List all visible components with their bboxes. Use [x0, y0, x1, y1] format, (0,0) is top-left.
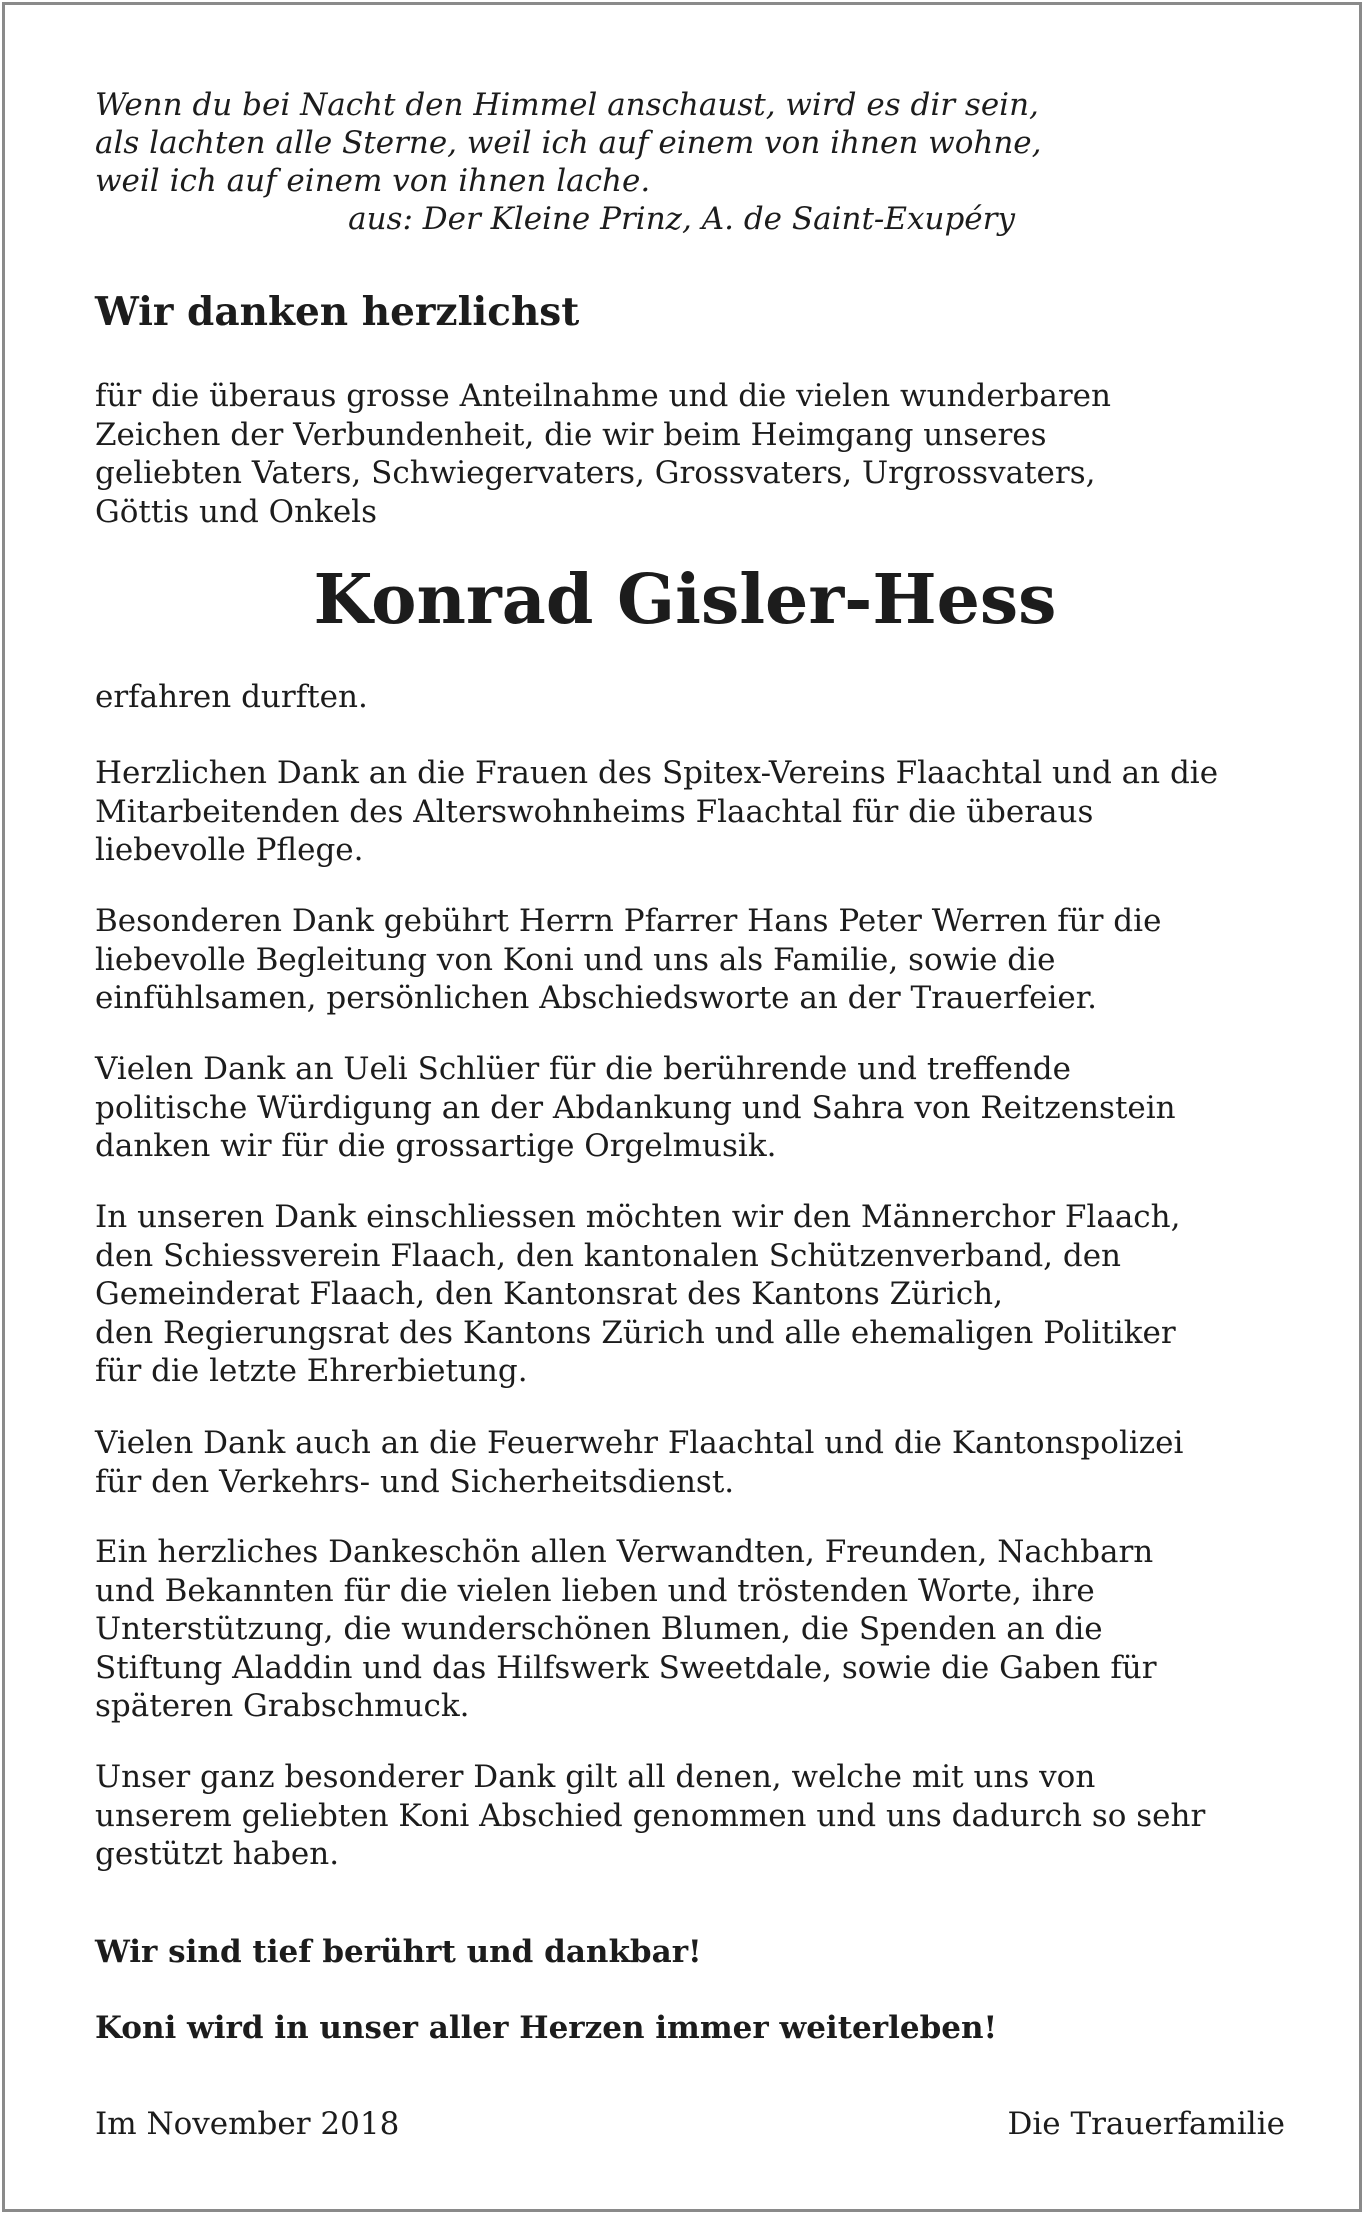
paragraph-fire-police: [95, 1424, 1295, 1501]
intro-paragraph: [95, 377, 1295, 531]
text-line: Unser ganz besonderer Dank gilt all denen, welche mit uns von: [95, 1759, 1096, 1795]
paragraph-relatives: [95, 1533, 1295, 1726]
text-line: liebevolle Begleitung von Koni und uns als Familie, sowie die: [95, 941, 1056, 978]
closing-line: Wir sind tief berührt und dankbar!: [95, 1934, 702, 1970]
text-line: gestützt haben.: [95, 1836, 340, 1872]
text-line: Zeichen der Verbundenheit, die wir beim Heimgang unseres: [95, 416, 1047, 453]
text-line: Gemeinderat Flaach, den Kantonsrat des Kantons Zürich,: [95, 1276, 1004, 1312]
text-line: den Regierungsrat des Kantons Zürich und alle ehemaligen Politiker: [95, 1314, 1176, 1351]
epigraph-quote: [95, 86, 1042, 238]
text-line: einfühlsamen, persönlichen Abschiedsworte an der Trauerfeier.: [95, 980, 1097, 1016]
text-line: für die letzte Ehrerbietung.: [95, 1353, 528, 1389]
text-line: liebevolle Pflege.: [95, 832, 364, 868]
text-line: erfahren durften.: [95, 679, 368, 715]
paragraph-pastor: [95, 902, 1295, 1018]
quote-line: weil ich auf einem von ihnen lache.: [95, 163, 651, 199]
text-line: für die überaus grosse Anteilnahme und die vielen wunderbaren: [95, 378, 1111, 414]
text-line: Mitarbeitenden des Alterswohnheims Flaachtal für die überaus: [95, 793, 1094, 830]
text-line: In unseren Dank einschliessen möchten wir den Männerchor Flaach,: [95, 1199, 1181, 1235]
text-line: späteren Grabschmuck.: [95, 1688, 470, 1724]
paragraph-eulogy-music: [95, 1050, 1295, 1166]
text-line: Vielen Dank auch an die Feuerwehr Flaachtal und die Kantonspolizei: [95, 1425, 1184, 1461]
paragraph-farewell: [95, 1758, 1295, 1874]
text-line: geliebten Vaters, Schwiegervaters, Grossvaters, Urgrossvaters,: [95, 455, 1096, 491]
text-line: und Bekannten für die vielen lieben und tröstenden Worte, ihre: [95, 1572, 1095, 1609]
text-line: politische Würdigung an der Abdankung und Sahra von Reitzenstein: [95, 1089, 1176, 1126]
text-line: unserem geliebten Koni Abschied genommen und uns dadurch so sehr: [95, 1797, 1206, 1834]
thanks-heading: Wir danken herzlichst: [95, 289, 580, 335]
text-line: Göttis und Onkels: [95, 493, 377, 530]
after-name-text: [95, 678, 1295, 717]
text-line: Stiftung Aladdin und das Hilfswerk Sweetdale, sowie die Gaben für: [95, 1649, 1157, 1686]
quote-line: als lachten alle Sterne, weil ich auf einem von ihnen wohne,: [95, 125, 1042, 161]
date-line: Im November 2018: [95, 2106, 400, 2142]
text-line: danken wir für die grossartige Orgelmusik.: [95, 1128, 777, 1164]
quote-source: aus: Der Kleine Prinz, A. de Saint-Exupéry: [348, 201, 1015, 237]
text-line: Vielen Dank an Ueli Schlüer für die berührende und treffende: [95, 1051, 1072, 1087]
text-line: Herzlichen Dank an die Frauen des Spitex-Vereins Flaachtal und an die: [95, 755, 1219, 791]
quote-line: Wenn du bei Nacht den Himmel anschaust, wird es dir sein,: [95, 87, 1039, 123]
text-line: Unterstützung, die wunderschönen Blumen, die Spenden an die: [95, 1611, 1103, 1647]
paragraph-spitex: [95, 754, 1295, 870]
text-line: Ein herzliches Dankeschön allen Verwandten, Freunden, Nachbarn: [95, 1534, 1154, 1570]
text-line: für den Verkehrs- und Sicherheitsdienst.: [95, 1463, 735, 1500]
closing-line: Koni wird in unser aller Herzen immer weiterleben!: [95, 2010, 998, 2046]
paragraph-organizations: [95, 1198, 1295, 1391]
signature-line: Die Trauerfamilie: [1007, 2106, 1285, 2142]
deceased-name: Konrad Gisler-Hess: [313, 560, 1057, 640]
text-line: Besonderen Dank gebührt Herrn Pfarrer Hans Peter Werren für die: [95, 903, 1162, 939]
text-line: den Schiessverein Flaach, den kantonalen Schützenverband, den: [95, 1237, 1122, 1274]
